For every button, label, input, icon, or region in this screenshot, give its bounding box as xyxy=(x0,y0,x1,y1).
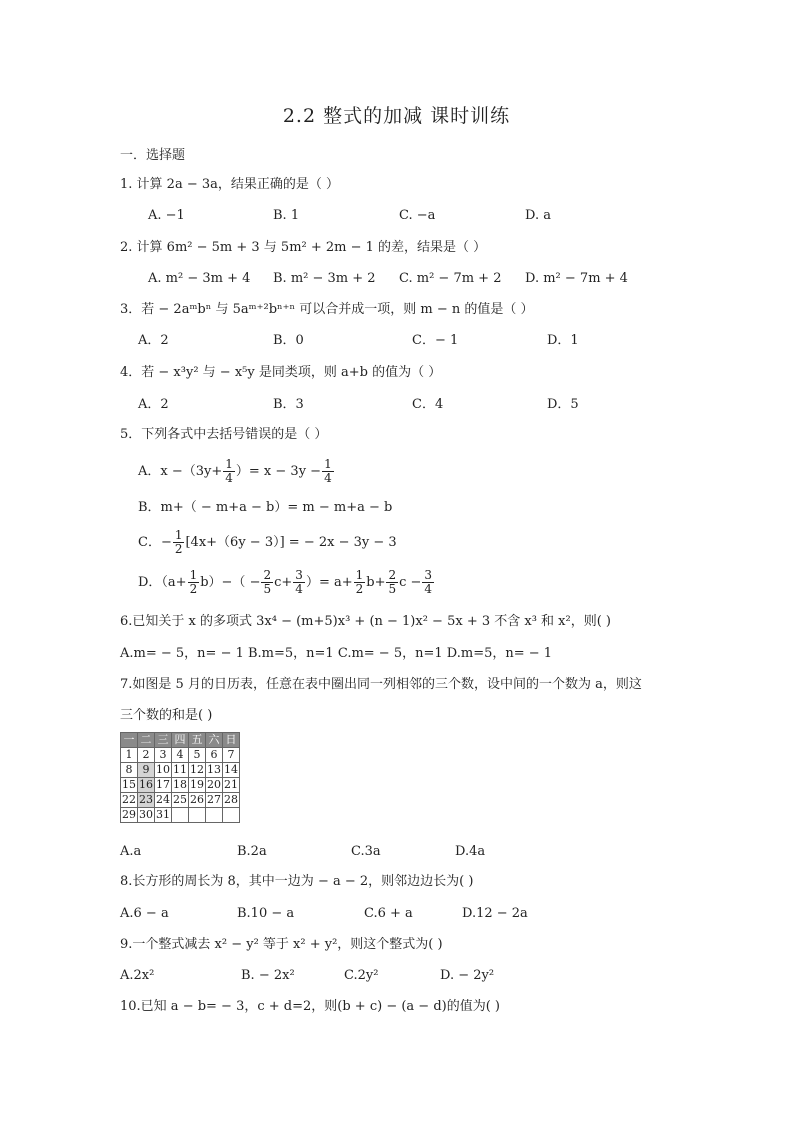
q4-option-b: B．3 xyxy=(273,397,304,412)
q8-option-a: A.6 − a xyxy=(120,906,169,921)
q7-option-a: A.a xyxy=(120,844,142,859)
q2-option-c: C. m² − 7m + 2 xyxy=(399,271,502,286)
calendar-cell: 13 xyxy=(207,763,221,776)
calendar-cell: 8 xyxy=(121,763,138,778)
q2-option-b: B. m² − 3m + 2 xyxy=(273,271,376,286)
page-title: 2.2 整式的加减 课时训练 xyxy=(282,105,511,127)
calendar-cell: 30 xyxy=(139,808,153,821)
calendar-header-cell: 日 xyxy=(223,733,240,748)
fraction: $\frac{1}{4}$ xyxy=(225,457,233,485)
q4-option-a: A．2 xyxy=(138,397,169,412)
calendar-cell: 4 xyxy=(172,748,189,763)
question-3: 3．若 − 2aᵐbⁿ 与 5aᵐ⁺²bⁿ⁺ⁿ 可以合并成一项，则 m − n 的值是（ ） xyxy=(120,302,534,317)
calendar-header-cell: 三 xyxy=(155,733,172,748)
calendar-cell: 29 xyxy=(122,808,136,821)
calendar-cell: 24 xyxy=(156,793,170,806)
q8-option-c: C.6 + a xyxy=(364,906,413,921)
q9-option-b: B. − 2x² xyxy=(241,968,295,983)
q9-option-d: D. − 2y² xyxy=(440,968,495,983)
q3-option-d: D．1 xyxy=(547,333,579,348)
calendar-cell: 15 xyxy=(122,778,136,791)
section-heading: 一．选择题 xyxy=(120,148,186,163)
q2-option-d: D. m² − 7m + 4 xyxy=(525,271,628,286)
question-6: 6.已知关于 x 的多项式 3x⁴ − (m+5)x³ + (n − 1)x² − 5x + 3 不含 x³ 和 x²，则( ) xyxy=(120,614,612,629)
q4-option-d: D．5 xyxy=(547,397,579,412)
calendar-row xyxy=(121,778,240,793)
question-7: 7.如图是 5 月的日历表，任意在表中圈出同一列相邻的三个数，设中间的一个数为 a，则这 xyxy=(120,677,642,692)
calendar-cell: 10 xyxy=(156,763,170,776)
q7-option-b: B.2a xyxy=(237,844,267,859)
q3-option-b: B．0 xyxy=(273,333,304,348)
calendar-header-cell: 四 xyxy=(172,733,189,748)
calendar-cell: 14 xyxy=(224,763,238,776)
calendar-cell: 20 xyxy=(207,778,221,791)
fraction: $\frac{1}{2}$ xyxy=(174,528,183,556)
q6-options: A.m= − 5，n= − 1 B.m=5，n=1 C.m= − 5，n=1 D.m=5，n= − 1 xyxy=(120,646,553,661)
calendar-cell: 16 xyxy=(139,778,153,791)
calendar-cell: 17 xyxy=(156,778,170,791)
fraction: $\frac{1}{4}$ xyxy=(324,457,332,485)
calendar-header-cell: 二 xyxy=(138,733,155,748)
calendar-cell xyxy=(189,808,206,823)
question-9: 9.一个整式减去 x² − y² 等于 x² + y²，则这个整式为( ) xyxy=(120,937,443,952)
q5-option-c: C．− $\frac{1}{2}$ [4x+（6y − 3）] = − 2x − 3y − 3 xyxy=(138,528,397,556)
calendar-cell: 19 xyxy=(190,778,204,791)
calendar-row xyxy=(121,748,240,763)
fraction: $\frac{3}{4}$ xyxy=(424,568,433,596)
q1-option-b: B. 1 xyxy=(273,208,300,223)
q7-option-c: C.3a xyxy=(351,844,381,859)
q8-option-b: B.10 − a xyxy=(237,906,295,921)
fraction: $\frac{3}{4}$ xyxy=(295,568,303,596)
question-5: 5．下列各式中去括号错误的是（ ） xyxy=(120,427,328,442)
q5-option-b: B．m+（ − m+a − b）= m − m+a − b xyxy=(138,500,393,515)
calendar-header-cell: 六 xyxy=(206,733,223,748)
q3-option-a: A．2 xyxy=(138,333,169,348)
question-2: 2. 计算 6m² − 5m + 3 与 5m² + 2m − 1 的差，结果是（ ） xyxy=(120,240,487,255)
question-10: 10.已知 a − b= − 3，c + d=2，则(b + c) − (a − d)的值为( ) xyxy=(120,999,500,1014)
calendar-row xyxy=(121,793,240,808)
calendar-cell xyxy=(206,808,223,823)
calendar-cell: 9 xyxy=(138,763,155,778)
q9-option-c: C.2y² xyxy=(344,968,379,983)
calendar-header-cell: 一 xyxy=(121,733,138,748)
fraction: $\frac{2}{5}$ xyxy=(263,568,272,596)
question-4: 4．若 − x³y² 与 − x⁵y 是同类项，则 a+b 的值为（ ） xyxy=(120,365,442,380)
calendar-cell xyxy=(223,808,240,823)
calendar-cell: 31 xyxy=(156,808,170,821)
calendar-cell: 6 xyxy=(206,748,223,763)
calendar-cell: 18 xyxy=(173,778,187,791)
q9-option-a: A.2x² xyxy=(120,968,155,983)
calendar-cell: 7 xyxy=(223,748,240,763)
q1-option-c: C. −a xyxy=(399,208,436,223)
calendar-cell: 26 xyxy=(190,793,204,806)
calendar-header-row xyxy=(121,733,240,748)
calendar-row xyxy=(121,763,240,778)
q5-option-d: D．（a+ $\frac{1}{2}$ b）−（ − $\frac{2}{5}$ c+ $\frac{3}{4}$ ）= a+ $\frac{1}{2}$ b+ $\frac{2}{5}$ c − $\frac{3}{4}$ xyxy=(138,568,433,596)
calendar-cell: 28 xyxy=(224,793,238,806)
calendar-cell xyxy=(172,808,189,823)
calendar-cell: 5 xyxy=(189,748,206,763)
calendar-cell: 2 xyxy=(138,748,155,763)
q7-option-d: D.4a xyxy=(455,844,486,859)
calendar-cell: 21 xyxy=(224,778,238,791)
question-1: 1. 计算 2a − 3a，结果正确的是（ ） xyxy=(120,177,340,192)
q4-option-c: C．4 xyxy=(412,397,444,412)
fraction: $\frac{1}{2}$ xyxy=(189,568,198,596)
calendar-cell: 27 xyxy=(207,793,221,806)
calendar-cell: 11 xyxy=(173,763,187,776)
calendar-cell: 23 xyxy=(139,793,153,806)
q1-option-d: D. a xyxy=(525,208,551,223)
question-7-continued: 三个数的和是( ) xyxy=(120,708,213,723)
calendar-cell: 12 xyxy=(190,763,204,776)
q8-option-d: D.12 − 2a xyxy=(462,906,528,921)
q5-option-a: A．x −（3y+ $\frac{1}{4}$ ）= x − 3y − $\frac{1}{4}$ xyxy=(138,457,332,485)
calendar-row xyxy=(121,808,240,823)
calendar-cell: 25 xyxy=(173,793,187,806)
question-8: 8.长方形的周长为 8，其中一边为 − a − 2，则邻边边长为( ) xyxy=(120,874,474,889)
q1-option-a: A. −1 xyxy=(148,208,185,223)
q2-option-a: A. m² − 3m + 4 xyxy=(148,271,251,286)
q3-option-c: C．− 1 xyxy=(412,333,459,348)
fraction: $\frac{1}{2}$ xyxy=(355,568,364,596)
calendar-table xyxy=(120,732,240,823)
fraction: $\frac{2}{5}$ xyxy=(388,568,397,596)
calendar-header-cell: 五 xyxy=(189,733,206,748)
calendar-cell: 3 xyxy=(155,748,172,763)
calendar-cell: 1 xyxy=(121,748,138,763)
calendar-cell: 22 xyxy=(122,793,136,806)
